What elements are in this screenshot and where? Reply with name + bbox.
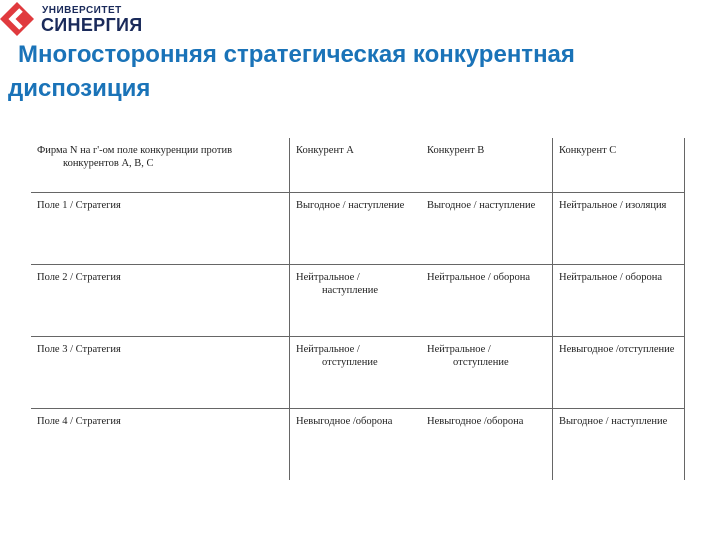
disposition-table xyxy=(31,138,685,480)
table-cell xyxy=(553,265,685,337)
cell-text: Нейтральное / оборона xyxy=(559,272,663,283)
cell-text: Нейтральное / оборона xyxy=(427,272,531,283)
row-label-cell xyxy=(31,409,290,481)
table-row xyxy=(31,409,685,481)
header-cell-competitor-b xyxy=(421,138,553,193)
cell-text: Выгодное / наступление xyxy=(296,200,405,211)
page-title xyxy=(8,38,708,106)
cell-text: Невыгодное /оборона xyxy=(427,416,524,427)
header-cell-firm xyxy=(31,138,290,193)
table-cell xyxy=(553,193,685,265)
synergy-logo-icon xyxy=(0,2,34,36)
cell-text: Нейтральное / отступление xyxy=(296,344,378,368)
cell-text: Нейтральное / наступление xyxy=(296,272,379,296)
logo-text-university: УНИВЕРСИТЕТ xyxy=(42,5,122,16)
table-cell xyxy=(290,265,422,337)
cell-text: Нейтральное / изоляция xyxy=(559,200,667,211)
logo-text-synergy: СИНЕРГИЯ xyxy=(41,15,143,35)
cell-text: Поле 3 / Стратегия xyxy=(37,344,121,355)
table-row xyxy=(31,265,685,337)
row-label-cell xyxy=(31,265,290,337)
table-cell xyxy=(290,409,422,481)
table-cell xyxy=(553,409,685,481)
cell-text: Выгодное / наступление xyxy=(427,200,536,211)
table-row xyxy=(31,193,685,265)
cell-text: Нейтральное / отступление xyxy=(427,344,509,368)
header-text-firm: Фирма N на г'-ом поле конкуренции против конкурентов A, B, C xyxy=(37,145,233,169)
cell-text: Поле 1 / Стратегия xyxy=(37,200,121,211)
header-text-competitor-a: Конкурент A xyxy=(296,145,354,156)
table-cell xyxy=(421,337,553,409)
cell-text: Поле 4 / Стратегия xyxy=(37,416,121,427)
row-label-cell xyxy=(31,193,290,265)
header-text-competitor-b: Конкурент B xyxy=(427,145,485,156)
table-row xyxy=(31,337,685,409)
table-cell xyxy=(421,265,553,337)
title-line-2: диспозиция xyxy=(8,75,151,102)
header-text-competitor-c: Конкурент C xyxy=(559,145,617,156)
university-logo[interactable] xyxy=(0,0,150,40)
table-cell xyxy=(421,193,553,265)
header-cell-competitor-a xyxy=(290,138,422,193)
row-label-cell xyxy=(31,337,290,409)
cell-text: Невыгодное /отступление xyxy=(559,344,675,355)
table-cell xyxy=(421,409,553,481)
header-cell-competitor-c xyxy=(553,138,685,193)
cell-text: Выгодное / наступление xyxy=(559,416,668,427)
table-cell xyxy=(290,337,422,409)
cell-text: Поле 2 / Стратегия xyxy=(37,272,121,283)
table-cell xyxy=(553,337,685,409)
cell-text: Невыгодное /оборона xyxy=(296,416,393,427)
table-header-row xyxy=(31,138,685,193)
title-line-1: Многосторонняя стратегическая конкурентная xyxy=(18,41,575,68)
table-cell xyxy=(290,193,422,265)
